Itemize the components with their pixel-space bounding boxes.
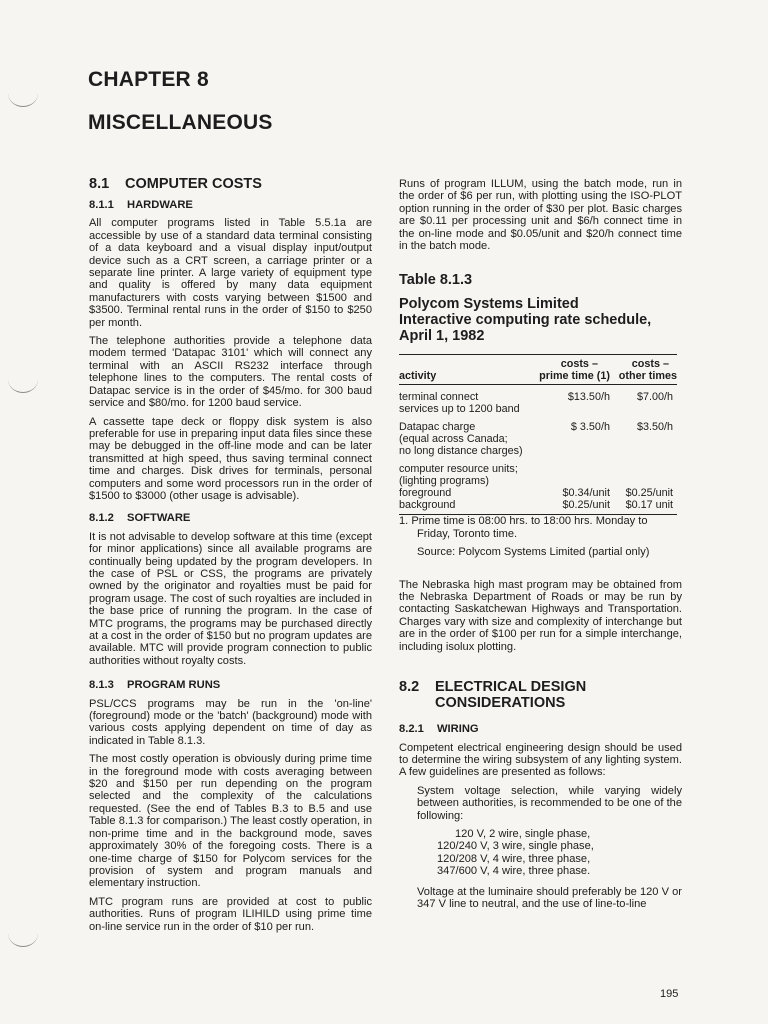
binder-hole-mark: [8, 366, 38, 393]
table-row: computer resource units; (lighting programs): [399, 463, 518, 488]
list-item: 120/208 V, 4 wire, three phase,: [437, 852, 591, 865]
table-title: Polycom Systems Limited: [399, 296, 579, 313]
right-column: [399, 178, 682, 916]
subsection-heading: 8.2.1 WIRING: [399, 723, 479, 736]
binder-hole-mark: [8, 920, 38, 947]
paragraph: Voltage at the luminaire should preferably be 120 V or 347 V line to neutral, and the use of line-to-line: [417, 885, 682, 910]
chapter-title: MISCELLANEOUS: [88, 111, 273, 134]
subsection-heading: 8.1.2 SOFTWARE: [89, 512, 191, 525]
paragraph: It is not advisable to develop software at this time (except for minor applications) since all available programs are continually being updated by the program developers. In the case of PSL or CSS, the programs are privately owned by the originator and royalties must be paid for program usage. The cost of such royalties are included in the base price of running the program. In the case of MTC programs, the programs may be purchased directly at a cost in the order of $150 but no program updates are available. MTC will provide program connection to public authorities without royalty costs.: [89, 530, 372, 667]
rate-table: [399, 354, 677, 515]
table-title: Interactive computing rate schedule,: [399, 312, 652, 329]
table-row: Datapac charge (equal across Canada; no long distance charges) $ 3.50/h $3.50/h: [399, 421, 673, 458]
paragraph: The most costly operation is obviously during prime time in the foreground mode with costs averaging between $20 and $150 per run depending on the program selected and the complexity of the calculations requested. (See the end of Tables B.3 to B.5 and use Table 8.1.3 for comparison.) The least costly operation, in non-prime time and in the background mode, saves approximately 30% of the foregoing costs. There is a one-time charge of $150 for Polycom services for the provision of system and program manuals and elementary instruction.: [89, 753, 372, 890]
paragraph: System voltage selection, while varying widely between authorities, is recommended to be one of the following:: [417, 784, 682, 822]
paragraph: All computer programs listed in Table 5.5.1a are accessible by use of a standard data terminal consisting of a data keyboard and a visual display input/output device such as a CRT screen, a carriage printer or a separate line printer. A large variety of equipment type and quality is offered by many data equipment manufacturers with costs varying between $1500 and $3500. Terminal rental runs in the order of $150 to $250 per month.: [89, 217, 372, 329]
chapter-label: CHAPTER 8: [88, 68, 209, 91]
binder-hole-mark: [8, 80, 38, 107]
paragraph: MTC program runs are provided at cost to public authorities. Runs of program ILIHILD using prime time on-line service run in the order of $10 per run.: [89, 895, 372, 933]
list-item: 120/240 V, 3 wire, single phase,: [437, 840, 594, 853]
section-heading: 8.2 ELECTRICAL DESIGN CONSIDERATIONS: [399, 679, 587, 712]
paragraph: Runs of program ILLUM, using the batch mode, run in the order of $6 per run, with plotting using the ISO-PLOT option running in the order of $30 per plot. Basic charges are $0.11 per processing unit and $6/h connect time in the on-line mode and $0.05/unit and $20/h connect time in the batch mode.: [399, 178, 682, 253]
table-row: terminal connect services up to 1200 band $13.50/h $7.00/h: [399, 391, 673, 416]
paragraph: The telephone authorities provide a telephone data modem termed 'Datapac 3101' which will connect any terminal with an ASCII RS232 interface through telephone lines to the computers. The rental costs of Datapac service is in the order of $45/mo. for 300 baud service and $80/mo. for 1200 baud service.: [89, 335, 372, 410]
list-item: 347/600 V, 4 wire, three phase.: [437, 865, 591, 878]
column-header: activity: [399, 355, 533, 385]
paragraph: A cassette tape deck or floppy disk system is also preferable for use in preparing input data files since these may be debugged in the off-line mode and can be later transmitted at high speed, thus saving terminal connect time and charges. Disk drives for terminals, personal computers and some word processors run in the order of $1500 to $3000 (other usage is advisable).: [89, 415, 372, 502]
left-column: [89, 176, 372, 939]
table-footnote: 1. Prime time is 08:00 hrs. to 18:00 hrs. Monday to Friday, Toronto time.: [399, 515, 648, 540]
subsection-heading: 8.1.3 PROGRAM RUNS: [89, 679, 221, 692]
column-header: costs – other times: [614, 355, 677, 385]
table-row: foreground $0.34/unit $0.25/unit: [399, 487, 673, 500]
list-item: 120 V, 2 wire, single phase,: [455, 827, 591, 840]
section-heading: 8.1 COMPUTER COSTS: [89, 176, 262, 192]
paragraph: PSL/CCS programs may be run in the 'on-line' (foreground) mode or the 'batch' (background) mode with various costs applying dependent on time of day as indicated in Table 8.1.3.: [89, 697, 372, 747]
table-header-row: [399, 355, 677, 385]
table-source: Source: Polycom Systems Limited (partial only): [417, 546, 650, 559]
paragraph: Competent electrical engineering design should be used to determine the wiring subsystem of any lighting system. A few guidelines are presented as follows:: [399, 741, 682, 779]
page-number: 195: [660, 988, 679, 1000]
table-row: background $0.25/unit $0.17 unit: [399, 499, 677, 515]
paragraph: The Nebraska high mast program may be obtained from the Nebraska Department of Roads or may be run by contacting Saskatchewan Highways and Transportation. Charges vary with size and complexity of interchange but are in the order of $100 per run for a simple interchange, including isolux plotting.: [399, 578, 682, 653]
table-label: Table 8.1.3: [399, 272, 473, 289]
voltage-list: [399, 828, 682, 878]
column-header: costs – prime time (1): [533, 355, 614, 385]
table-title: April 1, 1982: [399, 328, 485, 345]
subsection-heading: 8.1.1 HARDWARE: [89, 199, 193, 211]
